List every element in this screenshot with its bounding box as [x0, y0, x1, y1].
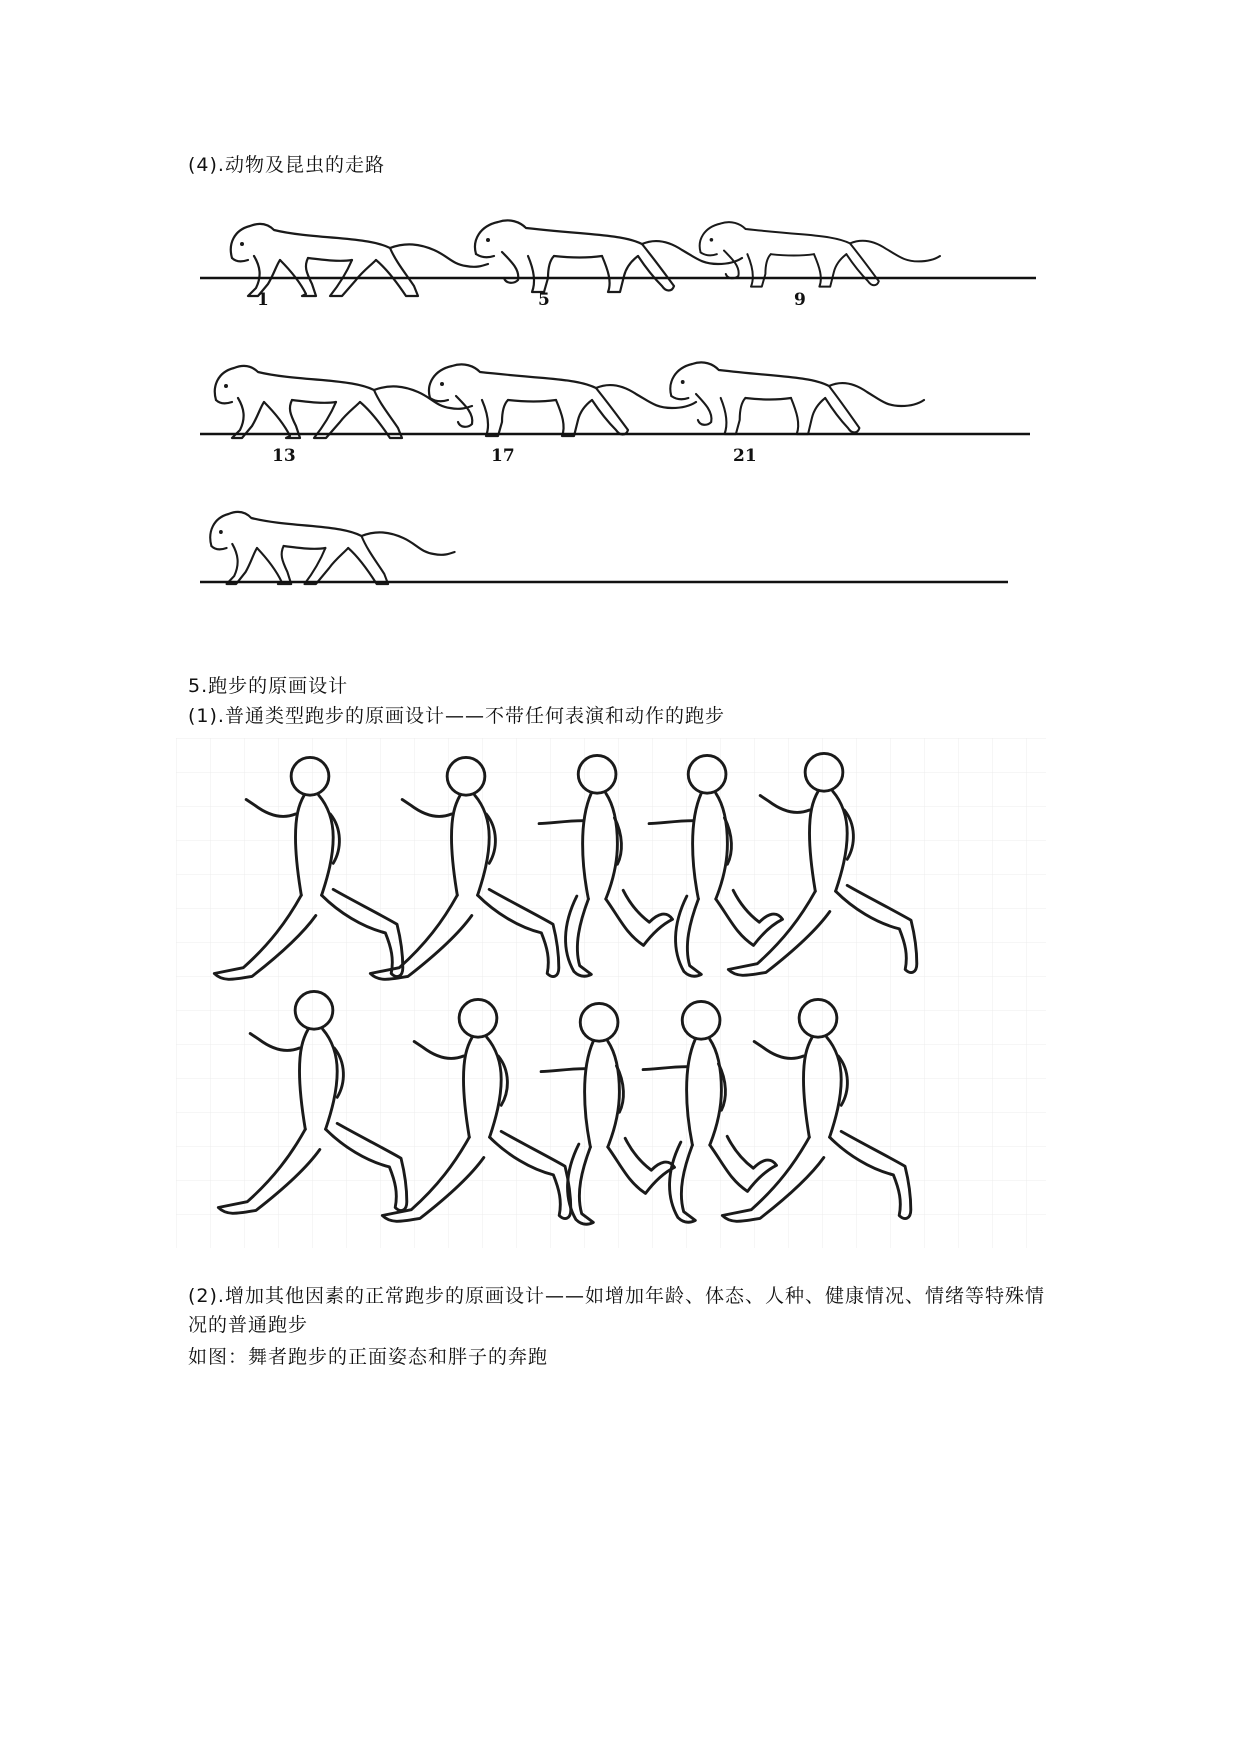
animal-walk-cycle-figure [200, 186, 1060, 626]
frame-number: 1 [257, 290, 269, 310]
figure-caption: 如图：舞者跑步的正面姿态和胖子的奔跑 [188, 1346, 549, 1368]
section-5-1-heading: (1).普通类型跑步的原画设计——不带任何表演和动作的跑步 [188, 705, 725, 727]
running-cycle-figure [176, 738, 1046, 1248]
frame-number: 21 [733, 446, 757, 466]
frame-number: 5 [538, 290, 550, 310]
frame-number: 9 [794, 290, 806, 310]
frame-number: 17 [491, 446, 515, 466]
section-5-2-text: (2).增加其他因素的正常跑步的原画设计——如增加年龄、体态、人种、健康情况、情绪等特殊情况的普通跑步 [188, 1285, 1045, 1336]
section-4-heading: (4).动物及昆虫的走路 [188, 154, 385, 176]
frame-number: 13 [272, 446, 296, 466]
section-5-heading: 5.跑步的原画设计 [188, 675, 349, 697]
